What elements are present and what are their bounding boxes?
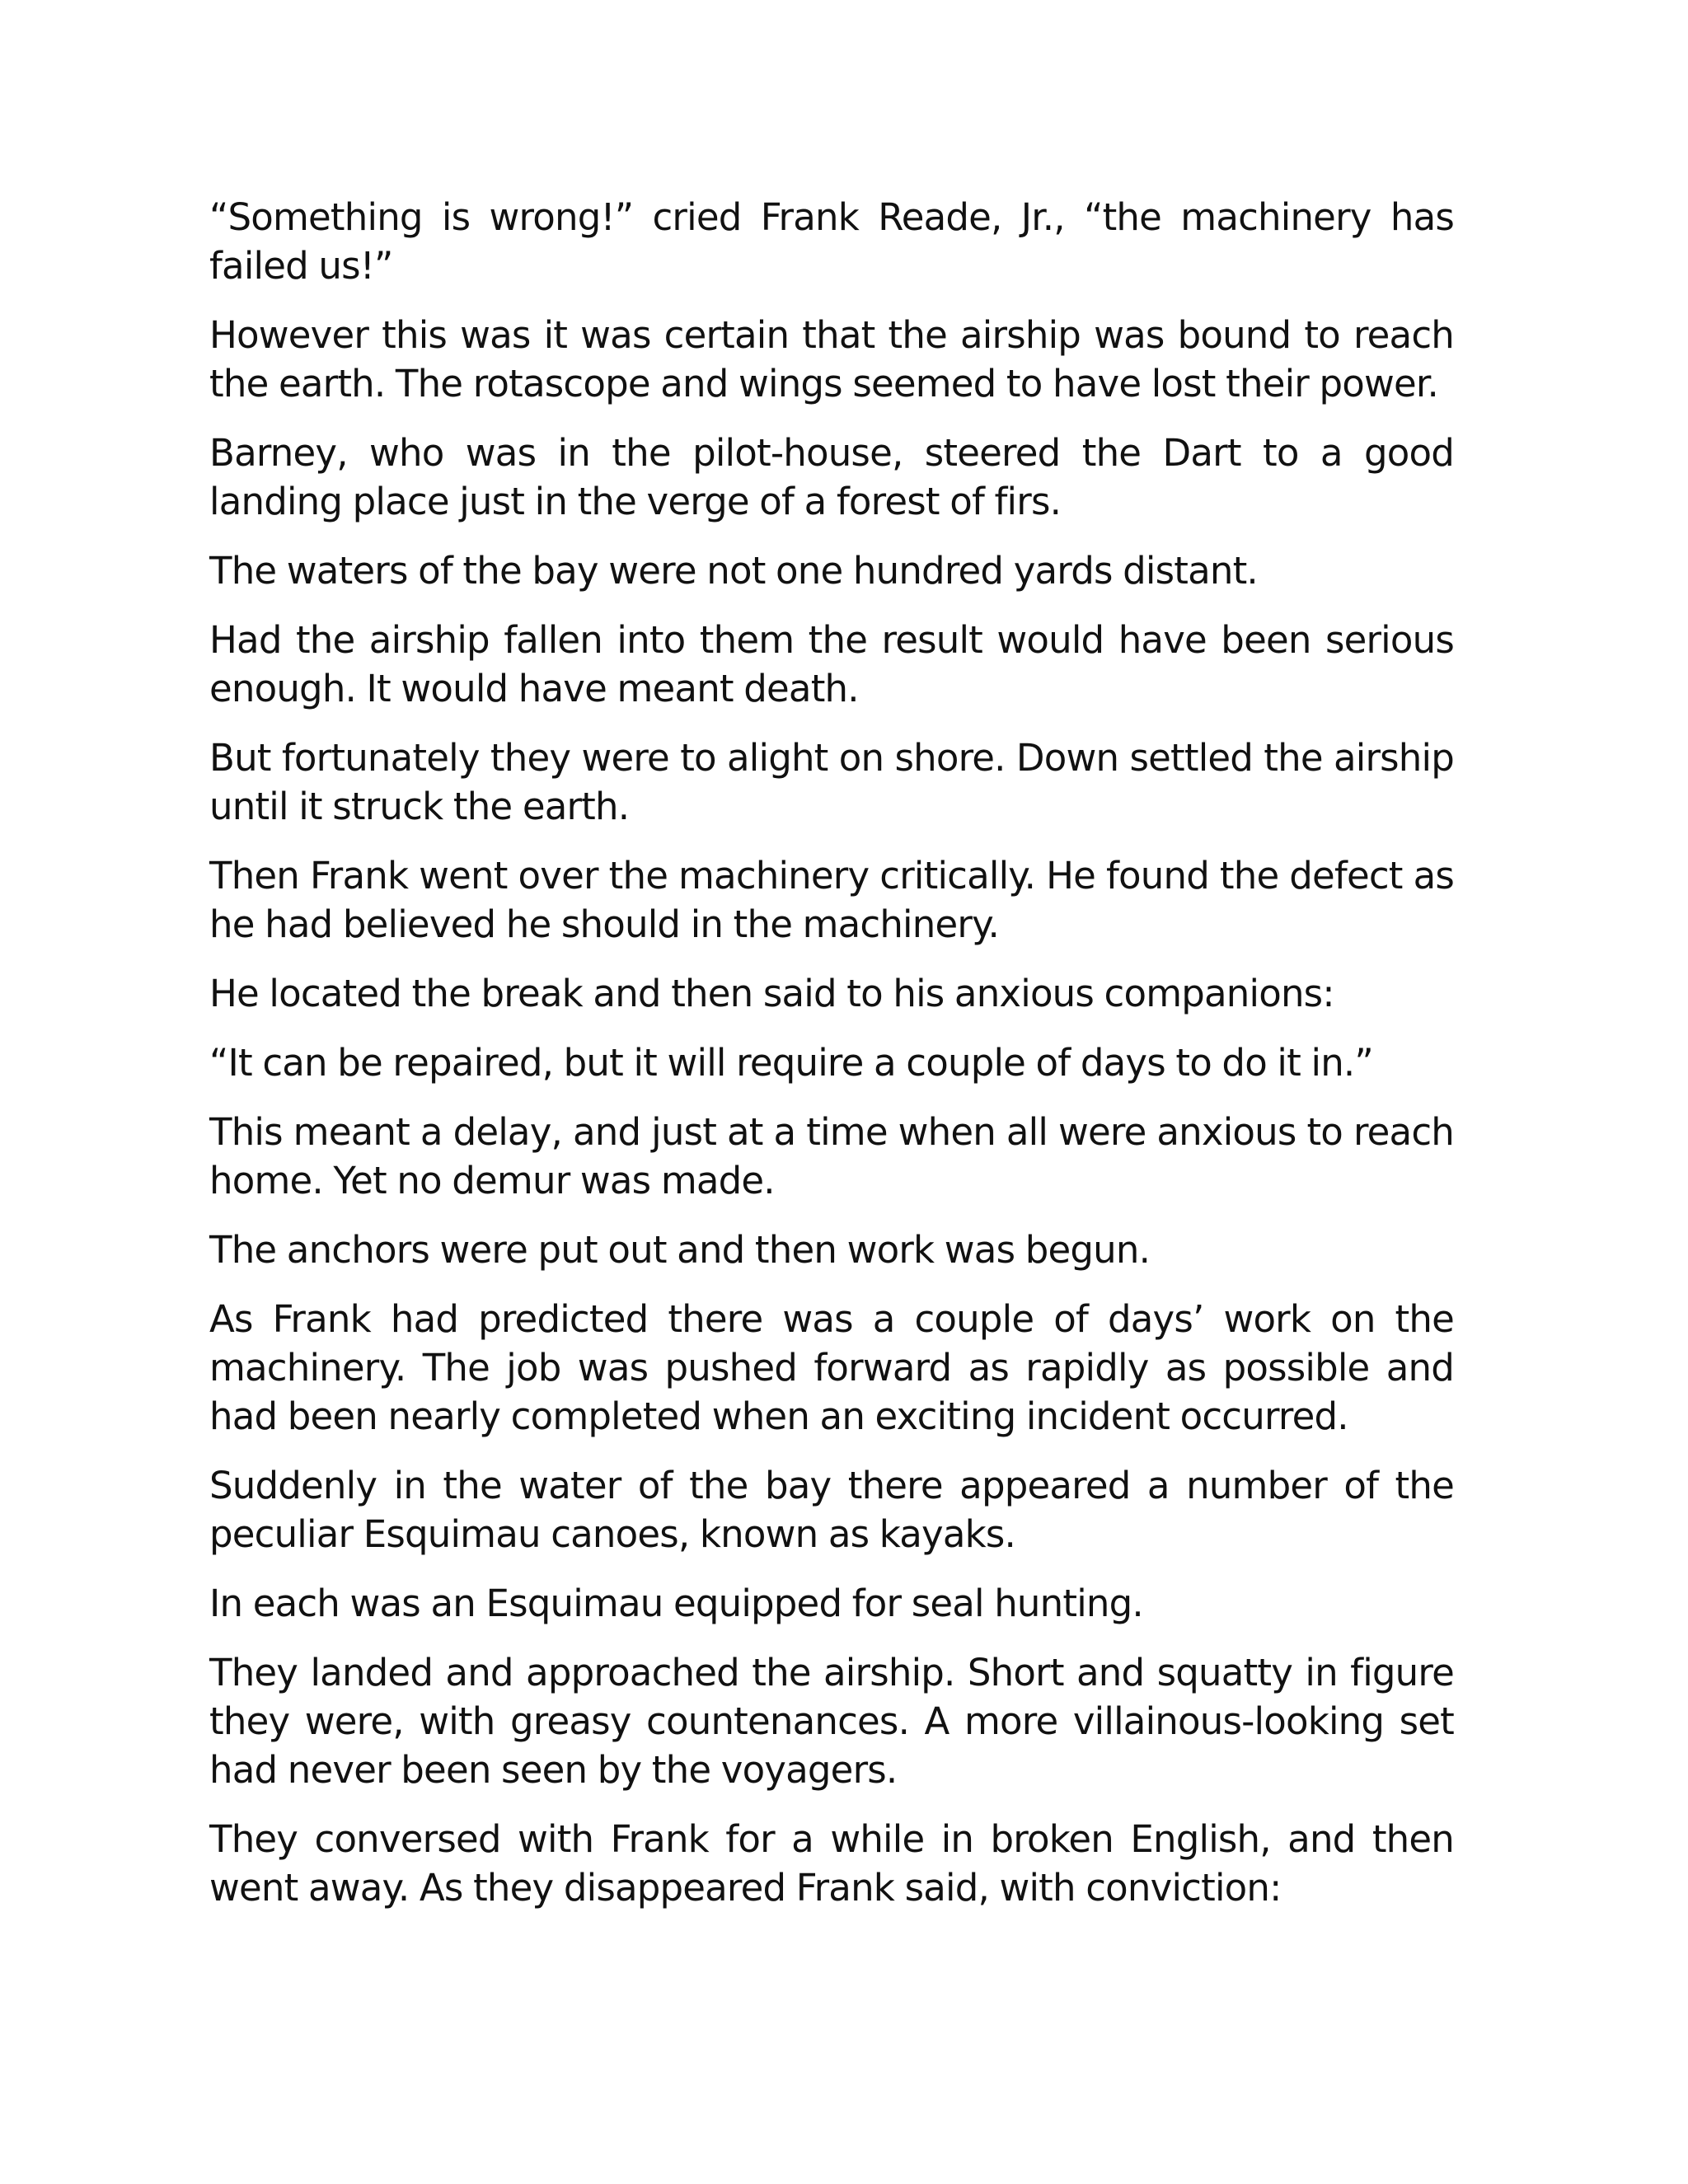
paragraph: This meant a delay, and just at a time when all were anxious to reach home. Yet no demur was made.	[209, 1110, 1454, 1202]
paragraph: The anchors were put out and then work was begun.	[209, 1228, 1151, 1272]
paragraph: However this was it was certain that the airship was bound to reach the earth. The rotascope and wings seemed to have lost their power.	[209, 313, 1454, 405]
paragraph: They conversed with Frank for a while in broken English, and then went away. As they disappeared Frank said, with conviction:	[209, 1817, 1454, 1910]
paragraph: He located the break and then said to his anxious companions:	[209, 972, 1334, 1015]
paragraph: The waters of the bay were not one hundred yards distant.	[209, 549, 1258, 593]
paragraph: Suddenly in the water of the bay there appeared a number of the peculiar Esquimau canoes, known as kayaks.	[209, 1464, 1454, 1556]
paragraph: Had the airship fallen into them the result would have been serious enough. It would have meant death.	[209, 618, 1454, 710]
paragraph: “It can be repaired, but it will require a couple of days to do it in.”	[209, 1041, 1373, 1085]
paragraph: Then Frank went over the machinery critically. He found the defect as he had believed he should in the machinery.	[209, 854, 1454, 946]
paragraph: But fortunately they were to alight on shore. Down settled the airship until it struck the earth.	[209, 736, 1454, 828]
paragraph: Barney, who was in the pilot-house, steered the Dart to a good landing place just in the verge of a forest of firs.	[209, 431, 1454, 523]
paragraph: “Something is wrong!” cried Frank Reade, Jr., “the machinery has failed us!”	[209, 195, 1454, 288]
body-text	[209, 193, 1454, 1933]
paragraph: In each was an Esquimau equipped for seal hunting.	[209, 1582, 1143, 1625]
paragraph: They landed and approached the airship. Short and squatty in figure they were, with greasy countenances. A more villainous-looking set had never been seen by the voyagers.	[209, 1651, 1454, 1792]
paragraph: As Frank had predicted there was a couple of days’ work on the machinery. The job was pushed forward as rapidly as possible and had been nearly completed when an exciting incident occurred.	[209, 1297, 1454, 1438]
